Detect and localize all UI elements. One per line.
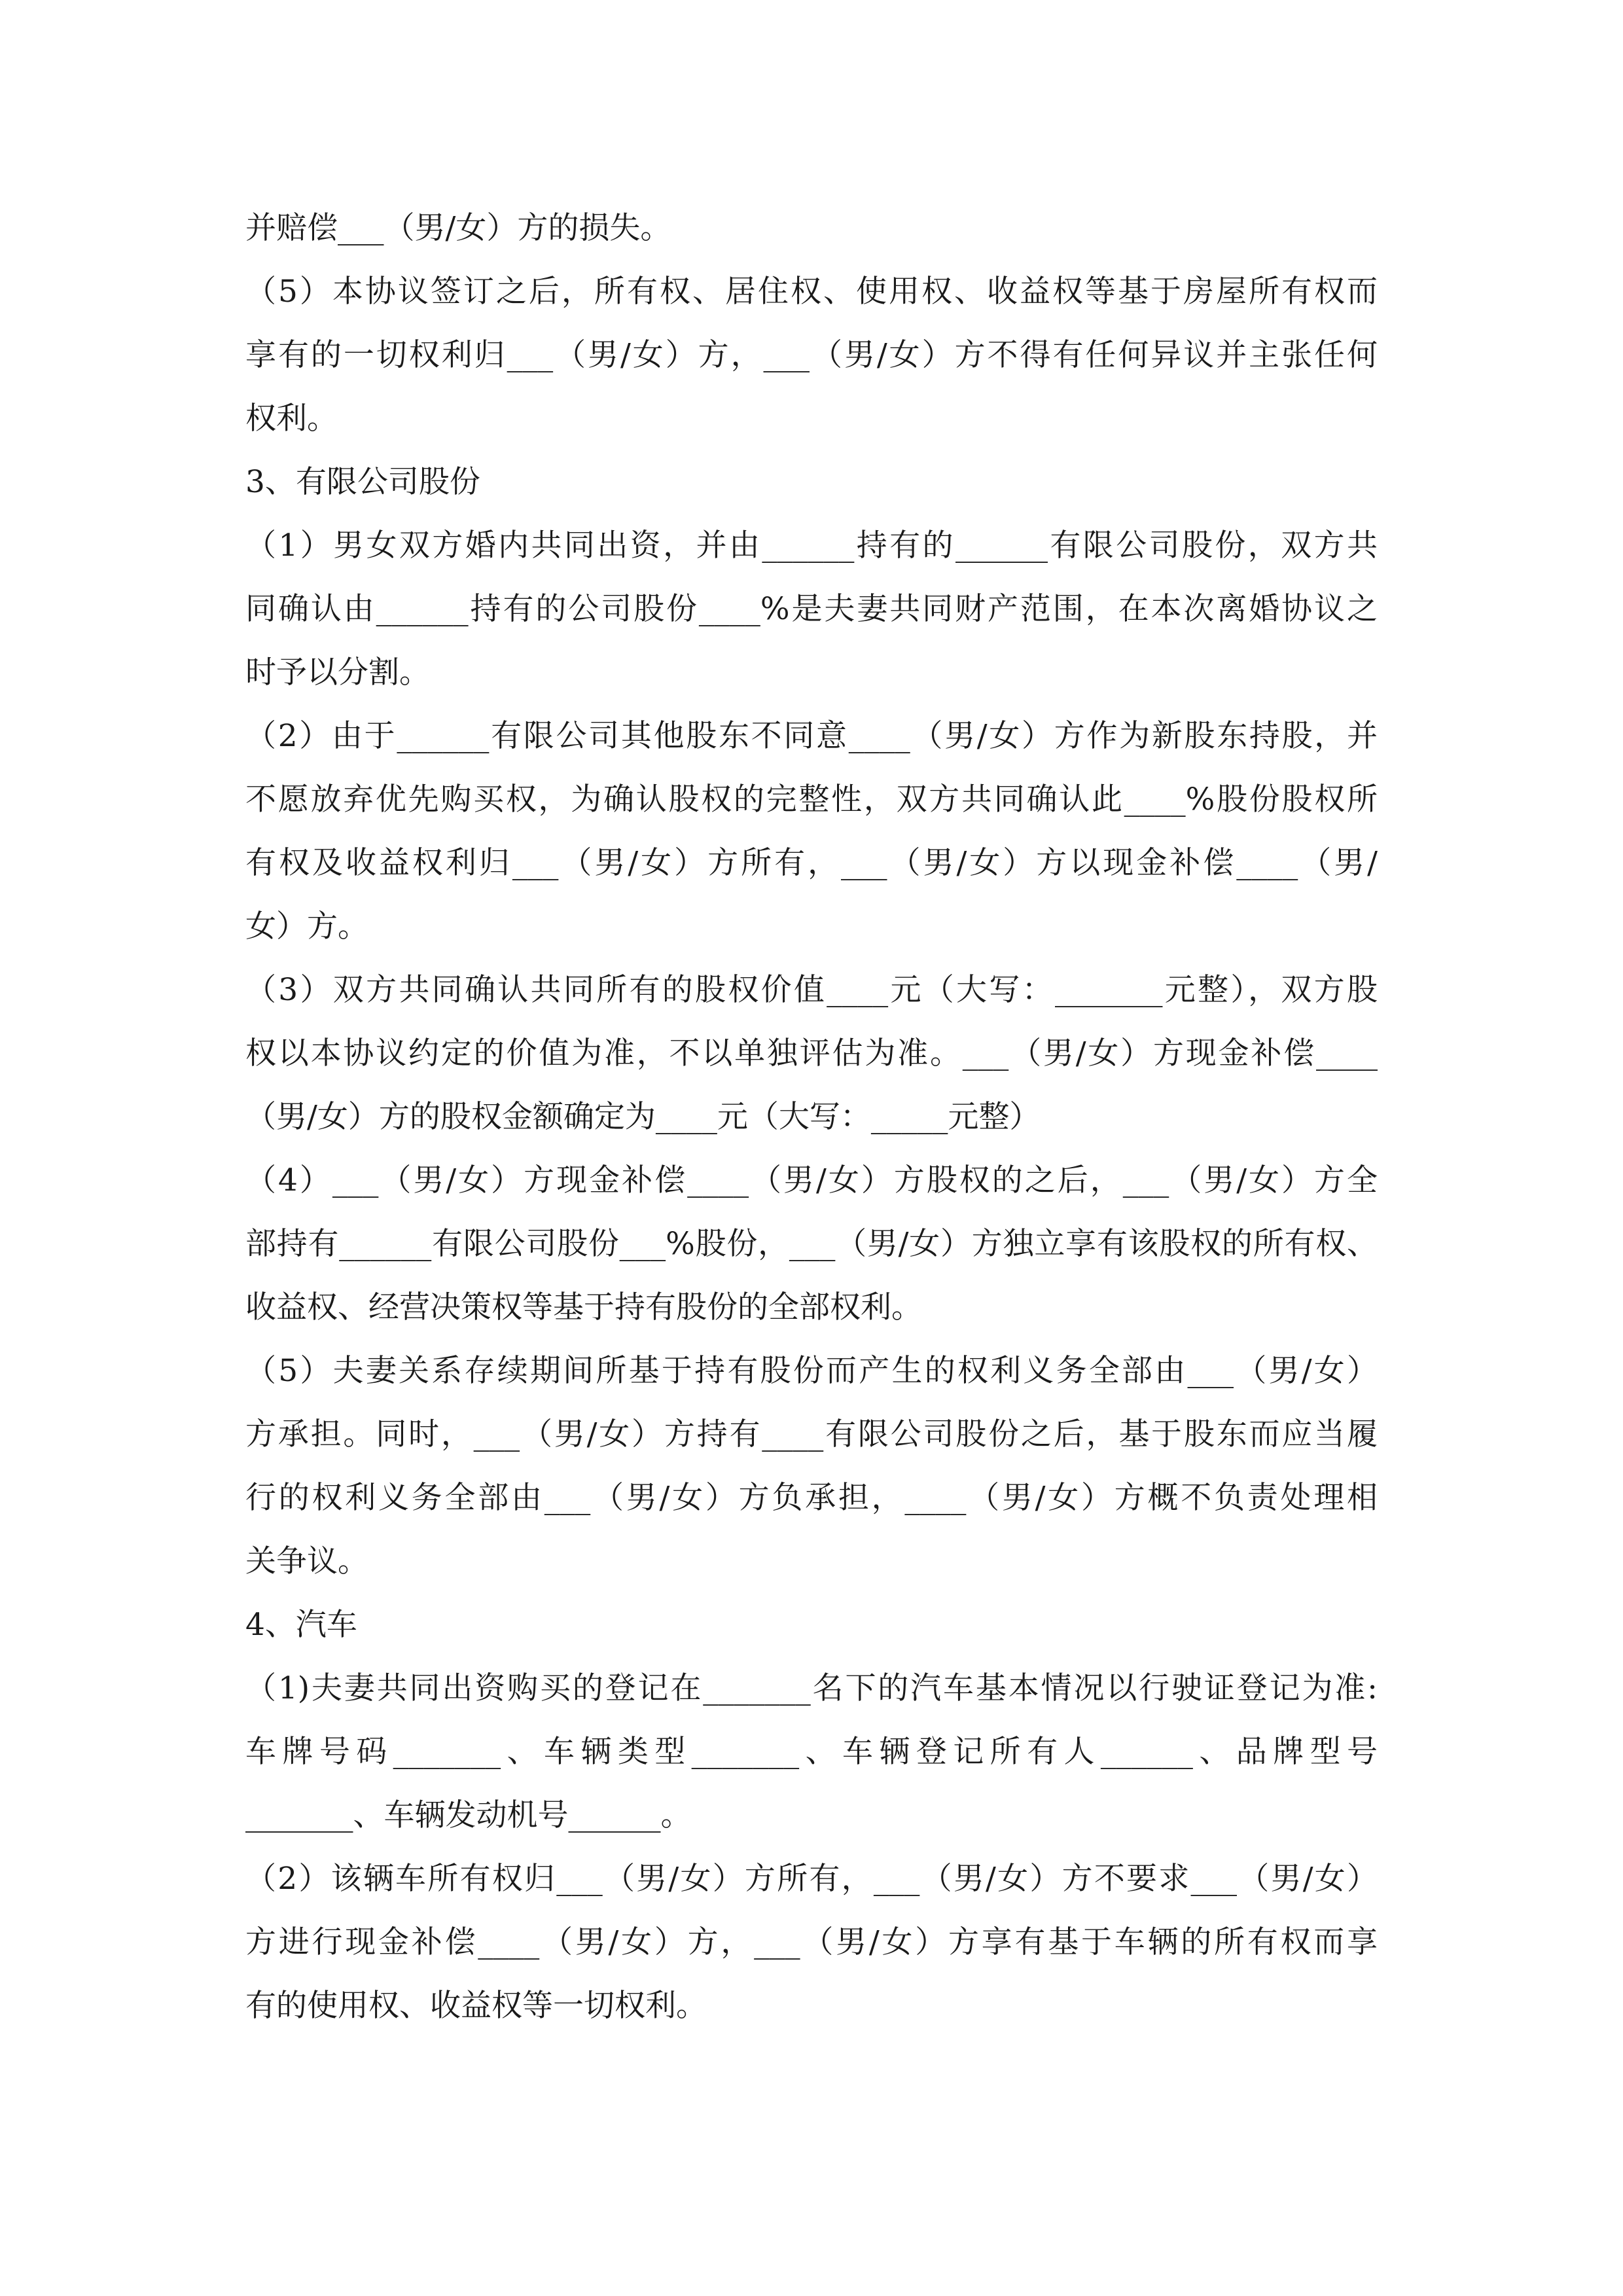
text-line: 享有的一切权利归___（男/女）方，___（男/女）方不得有任何异议并主张任何 xyxy=(245,337,1378,373)
text-line: 有权及收益权利归___（男/女）方所有，___（男/女）方以现金补偿____（男/ xyxy=(245,845,1378,881)
text-line: 方承担。同时，___（男/女）方持有____有限公司股份之后，基于股东而应当履 xyxy=(245,1416,1378,1452)
document-body xyxy=(245,196,1378,2037)
text-line: （1）男女双方婚内共同出资，并由______持有的______有限公司股份，双方共 xyxy=(245,528,1378,564)
text-line: 女）方。 xyxy=(245,908,368,944)
section-heading: 4、汽车 xyxy=(245,1607,357,1643)
text-line: _______、车辆发动机号______。 xyxy=(245,1797,692,1833)
text-line: 不愿放弃优先购买权，为确认股权的完整性，双方共同确认此____%股份股权所 xyxy=(245,781,1378,817)
text-line: 时予以分割。 xyxy=(245,655,430,691)
text-line: （3）双方共同确认共同所有的股权价值____元（大写：_______元整），双方股 xyxy=(245,972,1378,1008)
text-line: （5）夫妻关系存续期间所基于持有股份而产生的权利义务全部由___（男/女） xyxy=(245,1353,1378,1389)
text-line: 方进行现金补偿____（男/女）方，___（男/女）方享有基于车辆的所有权而享 xyxy=(245,1924,1378,1960)
text-line: （2）该辆车所有权归___（男/女）方所有，___（男/女）方不要求___（男/女） xyxy=(245,1861,1378,1897)
text-line: 收益权、经营决策权等基于持有股份的全部权利。 xyxy=(245,1289,922,1325)
text-line: （5）本协议签订之后，所有权、居住权、使用权、收益权等基于房屋所有权而 xyxy=(245,274,1378,310)
text-line: （2）由于______有限公司其他股东不同意____（男/女）方作为新股东持股，并 xyxy=(245,718,1378,754)
text-line: 部持有______有限公司股份___%股份，___（男/女）方独立享有该股权的所有权、 xyxy=(245,1226,1378,1262)
text-line: （4）___（男/女）方现金补偿____（男/女）方股权的之后，___（男/女）方全 xyxy=(245,1162,1378,1198)
text-line: （男/女）方的股权金额确定为____元（大写：_____元整） xyxy=(245,1099,1041,1135)
text-line: 行的权利义务全部由___（男/女）方负承担，____（男/女）方概不负责处理相 xyxy=(245,1480,1378,1516)
section-heading: 3、有限公司股份 xyxy=(245,464,480,500)
text-line: 同确认由______持有的公司股份____%是夫妻共同财产范围，在本次离婚协议之 xyxy=(245,591,1378,627)
text-line: 并赔偿___（男/女）方的损失。 xyxy=(245,210,671,246)
text-line: 关争议。 xyxy=(245,1543,368,1579)
text-line: 权以本协议约定的价值为准，不以单独评估为准。___（男/女）方现金补偿____ xyxy=(245,1035,1378,1071)
text-line: （1)夫妻共同出资购买的登记在_______名下的汽车基本情况以行驶证登记为准: xyxy=(245,1670,1378,1706)
text-line: 有的使用权、收益权等一切权利。 xyxy=(245,1988,707,2024)
text-line: 权利。 xyxy=(245,401,338,437)
text-line: 车牌号码_______、车辆类型_______、车辆登记所有人______、品牌型号 xyxy=(245,1734,1378,1770)
